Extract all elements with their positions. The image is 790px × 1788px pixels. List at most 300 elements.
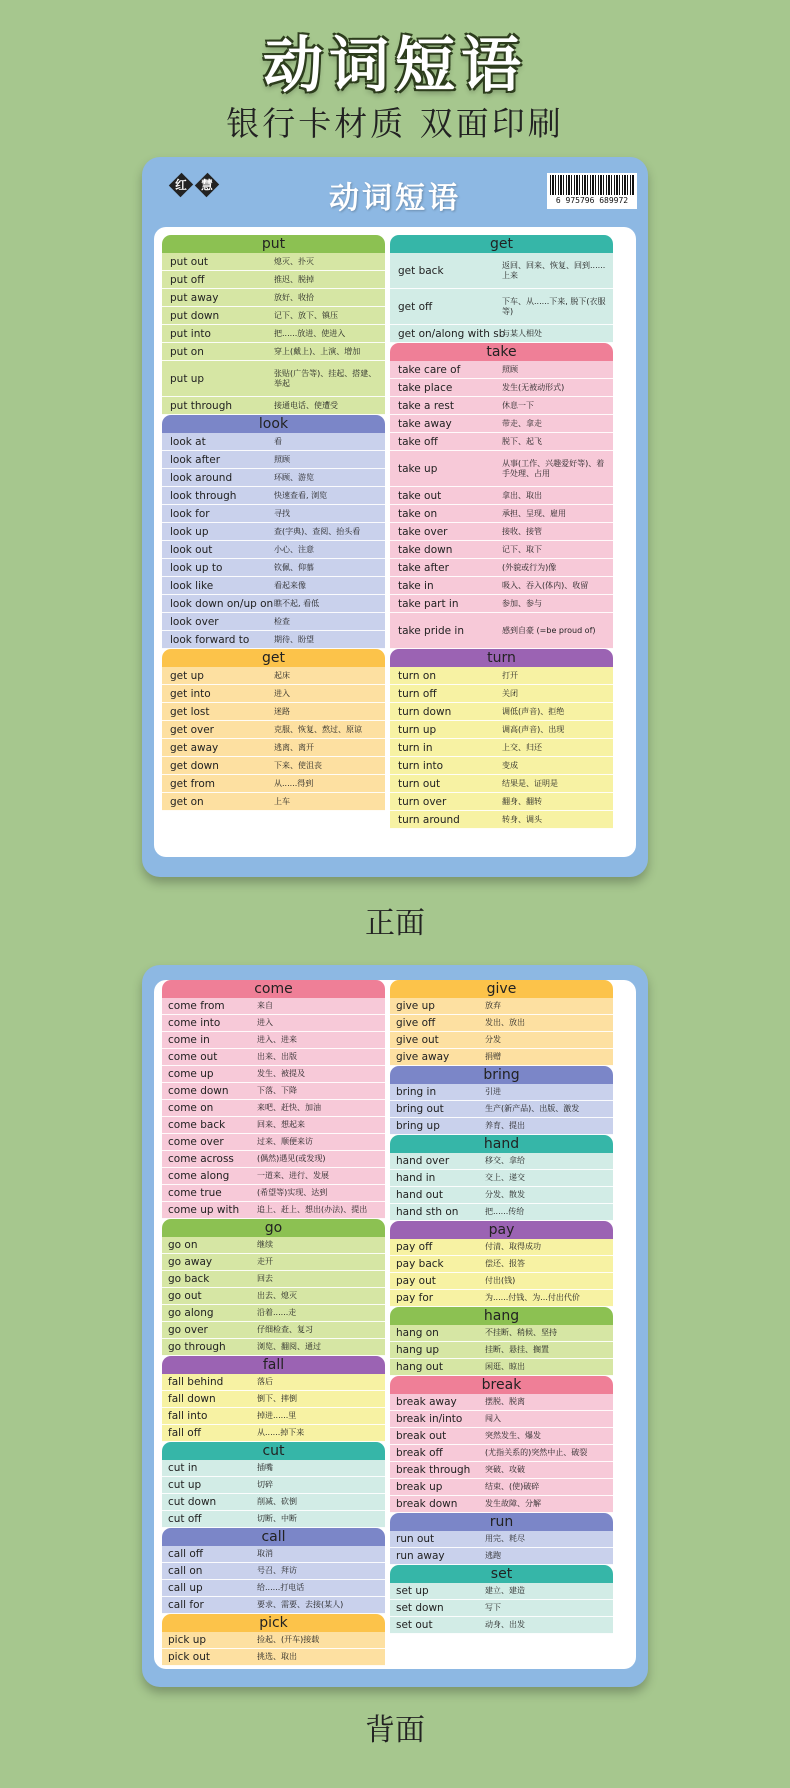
phrase-row — [390, 1170, 613, 1187]
phrase-english: hang out — [396, 1361, 443, 1373]
phrase-chinese: 下车、从......下来, 脱下(衣服等) — [502, 296, 606, 316]
phrase-chinese: 翻身、翻转 — [502, 796, 542, 806]
phrase-english: bring in — [396, 1086, 437, 1098]
phrase-row — [390, 451, 613, 487]
phrase-row — [162, 1511, 385, 1528]
section-header: give — [390, 980, 613, 998]
phrase-row — [390, 1015, 613, 1032]
phrase-chinese: 瞧不起, 看低 — [274, 598, 320, 608]
phrase-chinese: 转身、调头 — [502, 814, 542, 824]
phrase-row — [162, 1049, 385, 1066]
phrase-english: pay off — [396, 1241, 433, 1253]
phrase-english: fall into — [168, 1410, 208, 1422]
phrase-english: hand sth on — [396, 1206, 459, 1218]
phrase-chinese: 出来、出版 — [257, 1052, 297, 1061]
phrase-english: look down on/up on — [170, 597, 274, 610]
phrase-row — [162, 433, 385, 451]
phrase-english: take up — [398, 462, 438, 475]
phrase-row — [162, 1339, 385, 1356]
barcode — [547, 173, 637, 209]
phrase-row — [162, 289, 385, 307]
phrase-english: give off — [396, 1017, 436, 1029]
phrase-row — [162, 1083, 385, 1100]
phrase-english: pick out — [168, 1651, 210, 1663]
phrase-row — [162, 1305, 385, 1322]
phrase-row — [390, 703, 613, 721]
phrase-chinese: 调低(声音)、拒绝 — [502, 706, 565, 716]
phrase-chinese: 看起来像 — [274, 580, 306, 590]
phrase-english: set up — [396, 1585, 429, 1597]
phrase-english: call off — [168, 1548, 204, 1560]
phrase-row — [390, 1359, 613, 1376]
phrase-row — [390, 1462, 613, 1479]
section-look — [162, 415, 385, 649]
phrase-chinese: 接收、接管 — [502, 526, 542, 536]
phrase-row — [162, 469, 385, 487]
phrase-english: hand in — [396, 1172, 436, 1184]
phrase-chinese: 快速查看, 浏览 — [274, 490, 328, 500]
phrase-row — [162, 775, 385, 793]
phrase-row — [390, 325, 613, 343]
phrase-english: take after — [398, 561, 449, 574]
barcode-bars — [550, 175, 634, 195]
phrase-english: turn off — [398, 687, 437, 700]
section-header: run — [390, 1513, 613, 1531]
phrase-chinese: 脱下、起飞 — [502, 436, 542, 446]
section-header: cut — [162, 1442, 385, 1460]
phrase-row — [390, 1479, 613, 1496]
phrase-chinese: 走开 — [257, 1257, 273, 1266]
phrase-row — [162, 1066, 385, 1083]
section-header: take — [390, 343, 613, 361]
phrase-english: call on — [168, 1565, 203, 1577]
phrase-row — [390, 1204, 613, 1221]
section-header: put — [162, 235, 385, 253]
phrase-chinese: 回来、想起来 — [257, 1120, 305, 1129]
phrase-row — [162, 667, 385, 685]
phrase-row — [390, 1187, 613, 1204]
section-header: pay — [390, 1221, 613, 1239]
phrase-chinese: 捐赠 — [485, 1052, 501, 1061]
phrase-english: cut down — [168, 1496, 217, 1508]
phrase-row — [390, 487, 613, 505]
phrase-row — [162, 1168, 385, 1185]
phrase-english: look forward to — [170, 633, 250, 646]
phrase-chinese: 发出、放出 — [485, 1018, 525, 1027]
phrase-english: break through — [396, 1464, 471, 1476]
page-subtitle: 银行卡材质 双面印刷 — [226, 104, 564, 143]
phrase-row — [162, 505, 385, 523]
phrase-row — [390, 1342, 613, 1359]
section-go — [162, 1219, 385, 1356]
phrase-chinese: 动身、出发 — [485, 1620, 525, 1629]
phrase-chinese: 付出(钱) — [485, 1276, 516, 1285]
phrase-chinese: 浏览、翻阅、通过 — [257, 1342, 321, 1351]
phrase-english: look around — [170, 471, 233, 484]
phrase-chinese: 切碎 — [257, 1480, 273, 1489]
phrase-row — [162, 1425, 385, 1442]
phrase-row — [162, 1151, 385, 1168]
phrase-row — [390, 289, 613, 325]
phrase-row — [162, 685, 385, 703]
phrase-english: put down — [170, 309, 220, 322]
phrase-chinese: 从事(工作、兴趣爱好等)、着手处理、占用 — [502, 458, 605, 478]
phrase-row — [390, 1496, 613, 1513]
phrase-chinese: 闲逛、晾出 — [485, 1362, 525, 1371]
phrase-english: look up — [170, 525, 209, 538]
phrase-row — [390, 667, 613, 685]
phrase-row — [390, 685, 613, 703]
card-back-body — [154, 980, 636, 1669]
phrase-english: turn over — [398, 795, 447, 808]
card-header — [142, 157, 648, 227]
phrase-row — [162, 1134, 385, 1151]
phrase-row — [162, 325, 385, 343]
phrase-english: run out — [396, 1533, 435, 1545]
phrase-row — [390, 577, 613, 595]
phrase-row — [162, 1374, 385, 1391]
card-front-body — [154, 227, 636, 857]
phrase-chinese: 倒下、摔倒 — [257, 1394, 297, 1403]
phrase-chinese: 挑选、取出 — [257, 1652, 297, 1661]
phrase-chinese: 照顾 — [274, 454, 290, 464]
phrase-chinese: 号召、拜访 — [257, 1566, 297, 1575]
phrase-english: call up — [168, 1582, 203, 1594]
phrase-chinese: 上交、归还 — [502, 742, 542, 752]
phrase-chinese: (外貌或行为)像 — [502, 562, 557, 572]
phrase-chinese: 接通电话、使遭受 — [274, 400, 338, 410]
phrase-english: take place — [398, 381, 453, 394]
section-hang — [390, 1307, 613, 1376]
phrase-chinese: 捡起、(开车)接载 — [257, 1635, 320, 1644]
phrase-row — [390, 1101, 613, 1118]
phrase-row — [162, 998, 385, 1015]
phrase-english: turn into — [398, 759, 444, 772]
phrase-chinese: 继续 — [257, 1240, 273, 1249]
phrase-chinese: 给......打电话 — [257, 1583, 305, 1592]
phrase-chinese: 记下、取下 — [502, 544, 542, 554]
phrase-chinese: 闯入 — [485, 1414, 501, 1423]
phrase-chinese: 返回、回来、恢复、回到......上来 — [502, 260, 606, 280]
phrase-row — [162, 1597, 385, 1614]
phrase-row — [162, 1546, 385, 1563]
back-right-column — [390, 980, 613, 1634]
phrase-chinese: 进入 — [274, 688, 290, 698]
phrase-chinese: 过来、顺便来访 — [257, 1137, 313, 1146]
phrase-chinese: 起床 — [274, 670, 290, 680]
phrase-chinese: 吸入、吞入(体内)、收留 — [502, 580, 589, 590]
phrase-english: come out — [168, 1051, 218, 1063]
front-right-column — [390, 235, 613, 829]
phrase-chinese: 交上、递交 — [485, 1173, 525, 1182]
phrase-chinese: 用完、耗尽 — [485, 1534, 525, 1543]
phrase-chinese: 寻找 — [274, 508, 290, 518]
phrase-chinese: 追上、赶上、想出(办法)、提出 — [257, 1205, 368, 1214]
phrase-row — [162, 703, 385, 721]
section-header: get — [390, 235, 613, 253]
phrase-english: fall off — [168, 1427, 201, 1439]
section-take — [390, 343, 613, 649]
phrase-chinese: 承担、呈现、雇用 — [502, 508, 566, 518]
phrase-chinese: 查(字典)、查阅、抬头看 — [274, 526, 361, 536]
phrase-row — [390, 1394, 613, 1411]
phrase-chinese: 放好、收拾 — [274, 292, 314, 302]
logo-char: 慧 — [195, 173, 219, 197]
phrase-row — [390, 1548, 613, 1565]
phrase-english: get on/along with sb — [398, 327, 506, 340]
phrase-chinese: 插嘴 — [257, 1463, 273, 1472]
phrase-english: break out — [396, 1430, 447, 1442]
section-turn — [390, 649, 613, 829]
phrase-english: break away — [396, 1396, 457, 1408]
section-pay — [390, 1221, 613, 1307]
phrase-row — [390, 1583, 613, 1600]
phrase-chinese: 环顾、游览 — [274, 472, 314, 482]
phrase-chinese: 沿着......走 — [257, 1308, 297, 1317]
phrase-english: run away — [396, 1550, 445, 1562]
section-cut — [162, 1442, 385, 1528]
phrase-row — [162, 271, 385, 289]
section-header: bring — [390, 1066, 613, 1084]
phrase-row — [390, 1411, 613, 1428]
phrase-row — [162, 1563, 385, 1580]
phrase-row — [162, 1460, 385, 1477]
phrase-english: hang on — [396, 1327, 439, 1339]
section-header: come — [162, 980, 385, 998]
phrase-row — [390, 1531, 613, 1548]
phrase-english: pick up — [168, 1634, 207, 1646]
phrase-english: go away — [168, 1256, 213, 1268]
phrase-chinese: 看 — [274, 436, 282, 446]
phrase-chinese: 带走、拿走 — [502, 418, 542, 428]
phrase-row — [162, 793, 385, 811]
phrase-row — [390, 1256, 613, 1273]
phrase-row — [390, 1049, 613, 1066]
phrase-row — [390, 523, 613, 541]
phrase-chinese: 钦佩、仰慕 — [274, 562, 314, 572]
phrase-row — [162, 1100, 385, 1117]
phrase-english: take pride in — [398, 624, 464, 637]
phrase-row — [162, 757, 385, 775]
phrase-chinese: 参加、参与 — [502, 598, 542, 608]
phrase-english: take out — [398, 489, 442, 502]
phrase-chinese: 挂断、悬挂、搁置 — [485, 1345, 549, 1354]
section-break — [390, 1376, 613, 1513]
section-header: look — [162, 415, 385, 433]
phrase-english: take care of — [398, 363, 461, 376]
phrase-english: turn out — [398, 777, 441, 790]
phrase-english: give away — [396, 1051, 450, 1063]
front-left-column — [162, 235, 385, 811]
phrase-english: look at — [170, 435, 206, 448]
phrase-english: break off — [396, 1447, 443, 1459]
card-back — [142, 965, 648, 1687]
front-label: 正面 — [365, 906, 425, 941]
phrase-chinese: 摆脱、脱离 — [485, 1397, 525, 1406]
section-run — [390, 1513, 613, 1565]
phrase-english: get off — [398, 300, 433, 313]
phrase-row — [390, 433, 613, 451]
phrase-english: hang up — [396, 1344, 440, 1356]
phrase-row — [162, 1015, 385, 1032]
phrase-chinese: 迷路 — [274, 706, 290, 716]
phrase-english: hand out — [396, 1189, 443, 1201]
phrase-chinese: (希望等)实现、达到 — [257, 1188, 328, 1197]
phrase-chinese: 付清、取得成功 — [485, 1242, 541, 1251]
phrase-english: break up — [396, 1481, 443, 1493]
phrase-row — [390, 1153, 613, 1170]
phrase-row — [390, 1239, 613, 1256]
phrase-row — [162, 1477, 385, 1494]
phrase-row — [162, 361, 385, 397]
phrase-english: turn in — [398, 741, 433, 754]
phrase-english: break in/into — [396, 1413, 463, 1425]
phrase-row — [162, 1185, 385, 1202]
phrase-english: get over — [170, 723, 214, 736]
phrase-row — [162, 523, 385, 541]
phrase-english: look like — [170, 579, 214, 592]
phrase-english: come along — [168, 1170, 230, 1182]
phrase-row — [390, 1273, 613, 1290]
phrase-row — [162, 559, 385, 577]
phrase-english: turn on — [398, 669, 436, 682]
section-header: hand — [390, 1135, 613, 1153]
phrase-english: come in — [168, 1034, 210, 1046]
phrase-chinese: 打开 — [502, 670, 518, 680]
phrase-english: look after — [170, 453, 221, 466]
phrase-row — [390, 1428, 613, 1445]
section-set — [390, 1565, 613, 1634]
section-put — [162, 235, 385, 415]
phrase-chinese: 移交、拿给 — [485, 1156, 525, 1165]
phrase-chinese: 记下、放下、镇压 — [274, 310, 338, 320]
phrase-row — [162, 487, 385, 505]
phrase-row — [390, 595, 613, 613]
phrase-english: set down — [396, 1602, 444, 1614]
phrase-english: come true — [168, 1187, 222, 1199]
phrase-row — [390, 739, 613, 757]
phrase-row — [162, 577, 385, 595]
page-title: 动词短语 — [263, 31, 527, 101]
phrase-row — [162, 1254, 385, 1271]
phrase-row — [390, 1445, 613, 1462]
phrase-chinese: 落后 — [257, 1377, 273, 1386]
phrase-chinese: (尤指关系的)突然中止、破裂 — [485, 1448, 588, 1457]
phrase-english: take in — [398, 579, 434, 592]
phrase-english: come from — [168, 1000, 225, 1012]
section-header: call — [162, 1528, 385, 1546]
phrase-english: get lost — [170, 705, 210, 718]
phrase-chinese: 为......付钱、为...付出代价 — [485, 1293, 580, 1302]
phrase-english: look through — [170, 489, 237, 502]
phrase-row — [390, 505, 613, 523]
section-come — [162, 980, 385, 1219]
phrase-row — [162, 1288, 385, 1305]
phrase-english: fall behind — [168, 1376, 224, 1388]
phrase-chinese: 养育、提出 — [485, 1121, 525, 1130]
phrase-row — [390, 361, 613, 379]
phrase-row — [390, 541, 613, 559]
section-header: pick — [162, 1614, 385, 1632]
phrase-chinese: 生产(新产品)、出版、激发 — [485, 1104, 580, 1113]
phrase-row — [390, 1118, 613, 1135]
phrase-chinese: 从......掉下来 — [257, 1428, 305, 1437]
phrase-row — [390, 253, 613, 289]
phrase-row — [162, 1408, 385, 1425]
section-give — [390, 980, 613, 1066]
phrase-chinese: 把......放进、使进入 — [274, 328, 346, 338]
phrase-english: go along — [168, 1307, 214, 1319]
phrase-chinese: 把......传给 — [485, 1207, 525, 1216]
phrase-english: pay out — [396, 1275, 436, 1287]
phrase-english: take a rest — [398, 399, 454, 412]
phrase-row — [162, 451, 385, 469]
phrase-english: come up with — [168, 1204, 240, 1216]
phrase-chinese: 感到自豪 (=be proud of) — [502, 625, 596, 635]
phrase-row — [390, 1617, 613, 1634]
phrase-english: go on — [168, 1239, 198, 1251]
phrase-english: get away — [170, 741, 219, 754]
phrase-english: break down — [396, 1498, 458, 1510]
phrase-chinese: 回去 — [257, 1274, 273, 1283]
section-header: set — [390, 1565, 613, 1583]
section-header: hang — [390, 1307, 613, 1325]
phrase-english: cut up — [168, 1479, 202, 1491]
phrase-chinese: 建立、建造 — [485, 1586, 525, 1595]
phrase-english: get from — [170, 777, 216, 790]
phrase-english: look for — [170, 507, 210, 520]
phrase-chinese: 偿还、报答 — [485, 1259, 525, 1268]
phrase-english: call for — [168, 1599, 204, 1611]
phrase-row — [390, 397, 613, 415]
phrase-row — [162, 1032, 385, 1049]
phrase-row — [162, 1580, 385, 1597]
phrase-chinese: 来吧、赶快、加油 — [257, 1103, 321, 1112]
phrase-english: turn down — [398, 705, 452, 718]
section-get — [390, 235, 613, 343]
barcode-number: 6 975796 689972 — [555, 196, 629, 205]
phrase-chinese: 仔细检查、复习 — [257, 1325, 313, 1334]
phrase-chinese: 张贴(广告等)、挂起、搭建、举起 — [274, 368, 377, 388]
section-header: fall — [162, 1356, 385, 1374]
phrase-chinese: 放弃 — [485, 1001, 501, 1010]
phrase-english: get down — [170, 759, 219, 772]
phrase-chinese: 分发 — [485, 1035, 501, 1044]
phrase-english: take off — [398, 435, 438, 448]
phrase-chinese: 从......得到 — [274, 778, 314, 788]
phrase-english: come on — [168, 1102, 214, 1114]
phrase-chinese: 上车 — [274, 796, 290, 806]
phrase-chinese: 克服、恢复、熬过、原谅 — [274, 724, 362, 734]
phrase-chinese: 检查 — [274, 616, 290, 626]
phrase-row — [162, 343, 385, 361]
phrase-row — [162, 613, 385, 631]
phrase-chinese: 推迟、脱掉 — [274, 274, 314, 284]
phrase-row — [162, 1117, 385, 1134]
phrase-english: turn up — [398, 723, 437, 736]
phrase-chinese: 突破、攻破 — [485, 1465, 525, 1474]
phrase-english: go over — [168, 1324, 208, 1336]
phrase-chinese: 分发、散发 — [485, 1190, 525, 1199]
phrase-chinese: 拿出、取出 — [502, 490, 542, 500]
phrase-chinese: 发生故障、分解 — [485, 1499, 541, 1508]
phrase-english: go out — [168, 1290, 202, 1302]
phrase-english: fall down — [168, 1393, 216, 1405]
phrase-english: pay for — [396, 1292, 434, 1304]
phrase-chinese: 来自 — [257, 1001, 273, 1010]
phrase-english: come over — [168, 1136, 224, 1148]
card-front — [142, 157, 648, 877]
